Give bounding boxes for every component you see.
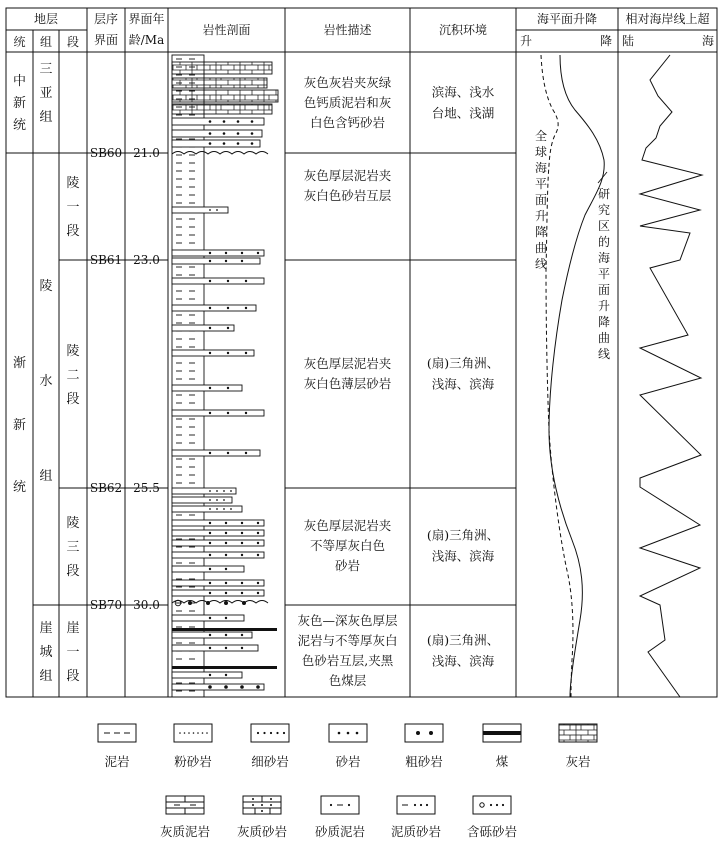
unconformity-sb70: [172, 601, 268, 604]
limestone-bed: [172, 104, 272, 114]
header-series: 统: [13, 35, 26, 49]
limestone-bed: [172, 90, 278, 102]
sandstone-bed: [172, 385, 242, 391]
member-label: 陵三段: [66, 516, 80, 579]
header-onlap: 相对海岸线上超: [625, 12, 710, 26]
lithology-description: 灰色厚层泥岩夹灰白色砂岩互层: [303, 168, 392, 203]
header-stratum: 地层: [33, 12, 59, 26]
legend-label: 粉砂岩: [174, 754, 212, 769]
boundary-sb61: SB61: [89, 253, 123, 267]
header-rise: 升: [519, 34, 533, 48]
header-member: 段: [66, 35, 80, 49]
environment-description: (扇)三角洲、浅海、滨海: [426, 632, 500, 669]
header-environment: 沉积环境: [438, 23, 488, 37]
environment-description: (扇)三角洲、浅海、滨海: [426, 527, 500, 564]
sandstone-bed: [172, 488, 236, 494]
header-fall: 降: [599, 34, 613, 48]
legend-label: 煤: [495, 754, 509, 769]
coastal-onlap-curve: [640, 55, 702, 697]
sandstone-bed: [172, 552, 264, 558]
sandstone-bed: [172, 506, 242, 512]
age-sb60: 21.0: [133, 146, 160, 160]
sandstone-bed: [172, 278, 264, 284]
legend-limestone: [559, 724, 597, 769]
limestone-bed: [172, 78, 267, 88]
boundary-sb62: SB62: [89, 481, 123, 495]
environment-descriptions: [427, 85, 499, 669]
sandstone-bed: [172, 305, 256, 311]
header-age-1: 界面年: [128, 12, 165, 26]
series-label: 渐新统: [12, 356, 27, 495]
legend-label: 砂质泥岩: [314, 824, 366, 839]
lithology-description: 灰色—深灰色厚层泥岩与不等厚灰白色砂岩互层,夹黑色煤层: [297, 613, 398, 688]
sandstone-bed: [172, 410, 264, 416]
lithology-description: 灰色厚层泥岩夹灰白色薄层砂岩: [303, 356, 392, 391]
legend-calcareous-sandstone: [237, 796, 287, 839]
lithology-description: 灰色厚层泥岩夹不等厚灰白色砂岩: [303, 518, 392, 573]
sandstone-bed: [172, 590, 264, 596]
coal-seam: [172, 628, 277, 631]
age-sb62: 25.5: [133, 481, 160, 495]
sandstone-bed: [172, 580, 264, 586]
legend-label: 灰质砂岩: [236, 824, 288, 839]
coal-seam: [172, 666, 277, 669]
sandstone-bed: [172, 325, 234, 331]
sandstone-bed: [172, 118, 264, 125]
local-curve-label: 研究区的海平面升降曲线: [597, 187, 611, 361]
formation-label: 陵水组: [39, 279, 53, 484]
header-age-2: 龄/Ma: [128, 33, 165, 47]
boundary-sb70: SB70: [89, 598, 123, 612]
sandstone-bed: [172, 632, 252, 638]
formation-label: 三亚组: [39, 62, 53, 125]
header-land: 陆: [621, 34, 635, 48]
legend-calcareous-mudstone: [160, 796, 210, 839]
lithology-description: 灰色灰岩夹灰绿色钙质泥岩和灰白色含钙砂岩: [303, 75, 392, 130]
local-sea-level-curve: [549, 55, 604, 697]
environment-description: (扇)三角洲、浅海、滨海: [426, 355, 500, 392]
sandstone-bed: [172, 207, 228, 213]
environment-description: 滨海、浅水台地、浅湖: [431, 84, 495, 121]
legend-coarse-sandstone: [405, 724, 443, 769]
sandstone-bed: [172, 450, 260, 456]
stratigraphic-unit-labels: [13, 62, 80, 684]
legend-label: 灰质泥岩: [159, 824, 211, 839]
local-curve-leader: [598, 172, 607, 183]
sandstone-bed: [172, 258, 260, 264]
legend-muddy-sandstone: [391, 796, 441, 839]
legend-label: 砂岩: [335, 754, 361, 769]
header-lith-desc: 岩性描述: [323, 23, 372, 37]
unconformity-sb60: [172, 152, 268, 155]
legend-label: 含砾砂岩: [466, 824, 518, 839]
header-lith-section: 岩性剖面: [202, 23, 251, 37]
member-label: 陵二段: [66, 344, 80, 407]
legend-label: 粗砂岩: [405, 754, 443, 769]
legend-label: 泥质砂岩: [390, 824, 442, 839]
header-sequence-2: 界面: [93, 33, 119, 47]
legend-label: 细砂岩: [251, 754, 289, 769]
header-sea-level: 海平面升降: [536, 12, 598, 26]
header-sea: 海: [701, 34, 715, 48]
lithology-column: [172, 55, 278, 697]
lithology-descriptions: [297, 75, 398, 688]
sandstone-bed: [172, 672, 242, 678]
sandstone-bed: [172, 566, 244, 572]
sandstone-bed: [172, 130, 262, 137]
table-grid: [6, 8, 717, 697]
boundary-sb60: SB60: [89, 146, 123, 160]
sandstone-bed: [172, 530, 264, 536]
legend-fine-sandstone: [251, 724, 289, 769]
legend-sandy-mudstone: [315, 796, 365, 839]
sandstone-bed: [172, 684, 264, 690]
sandstone-bed: [172, 520, 264, 526]
sandstone-bed: [172, 540, 264, 546]
sandstone-bed: [172, 140, 260, 147]
sandstone-bed: [172, 615, 244, 621]
legend-siltstone: [174, 724, 212, 769]
legend-mudstone: [98, 724, 136, 769]
legend-coal: [483, 724, 521, 769]
sea-level-curves: [541, 55, 604, 697]
age-sb70: 30.0: [133, 598, 160, 612]
sandstone-bed: [172, 350, 254, 356]
series-label: 中新统: [12, 74, 27, 133]
sandstone-bed: [172, 497, 232, 503]
sandstone-bed: [172, 250, 264, 256]
limestone-bed: [172, 62, 272, 74]
global-curve-label: 全球海平面升降曲线: [534, 129, 548, 271]
member-label: 陵一段: [66, 176, 80, 239]
legend-label: 灰岩: [565, 754, 591, 769]
legend-pebbly-sandstone: [467, 796, 517, 839]
header-formation: 组: [39, 35, 53, 49]
formation-label: 崖城组: [39, 621, 53, 684]
header-sequence-1: 层序: [93, 12, 119, 26]
legend-label: 泥岩: [104, 754, 130, 769]
member-label: 崖一段: [66, 621, 80, 684]
legend-sandstone: [329, 724, 367, 769]
sandstone-bed: [172, 645, 258, 651]
age-sb61: 23.0: [133, 253, 160, 267]
legend: [98, 724, 597, 839]
